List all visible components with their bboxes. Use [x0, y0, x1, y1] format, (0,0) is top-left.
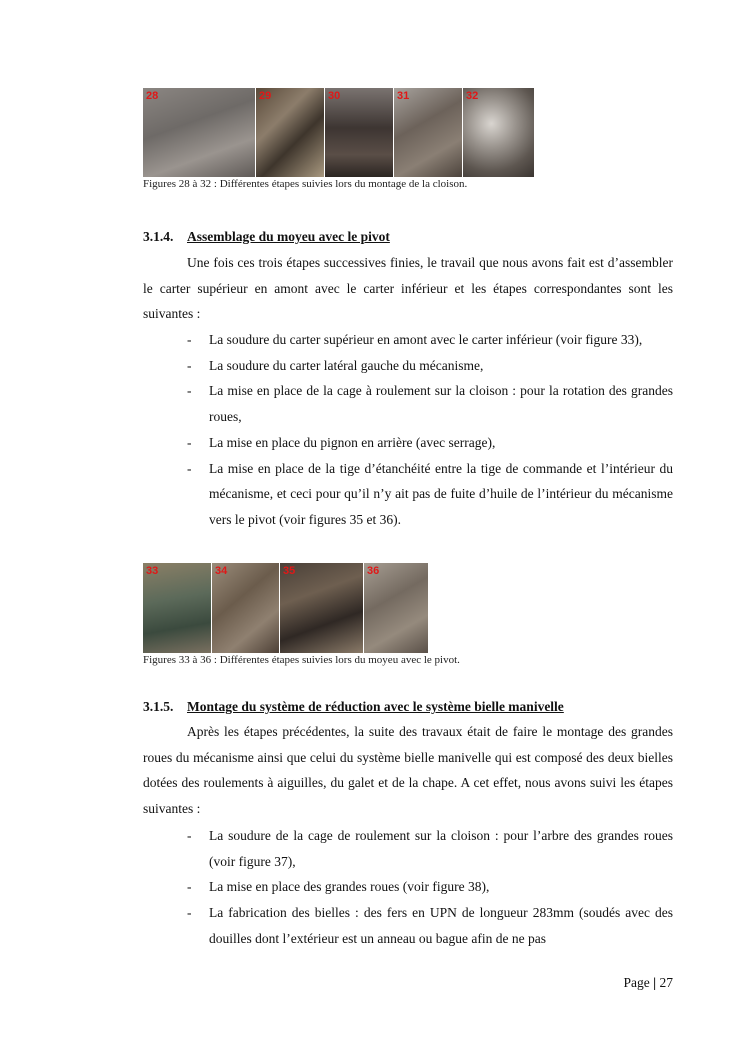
list-item-text: La soudure du carter supérieur en amont avec le carter inférieur (voir figure 33), [209, 332, 643, 347]
figure-number: 36 [367, 565, 380, 577]
section-title: Assemblage du moyeu avec le pivot [187, 229, 390, 244]
photo-figure-29 [256, 88, 325, 177]
photo-strip-figures-28-32 [143, 88, 534, 177]
list-item: - La soudure du carter supérieur en amont avec le carter inférieur (voir figure 33), [187, 332, 643, 347]
photo-figure-30 [325, 88, 394, 177]
figure-caption-33-36: Figures 33 à 36 : Différentes étapes suivies lors du moyeu avec le pivot. [143, 654, 460, 666]
list-item-text: La mise en place du pignon en arrière (avec serrage), [209, 434, 496, 450]
figure-number: 33 [146, 565, 159, 577]
figure-caption-28-32: Figures 28 à 32 : Différentes étapes suivies lors du montage de la cloison. [143, 178, 468, 190]
photo-figure-28 [143, 88, 256, 177]
figure-number: 34 [215, 565, 228, 577]
photo-figure-34 [212, 563, 280, 653]
photo-figure-32 [463, 88, 534, 177]
list-item-text: La mise en place de la cage à roulement sur la cloison : pour la rotation des grandes roues, [209, 383, 673, 425]
list-item: - La soudure de la cage de roulement sur la cloison : pour l’arbre des grandes roues (voir figure 37), [187, 828, 673, 869]
list-item-text: La mise en place de la tige d’étanchéité entre la tige de commande et l’intérieur du mécanisme, et ceci pour qu’il n’y ait pas de fuite d’huile de l’intérieur du mécanisme vers le pivot (voir figures 35 et 36). [209, 460, 673, 527]
list-item: - La soudure du carter latéral gauche du mécanisme, [187, 357, 484, 373]
figure-number: 29 [259, 90, 272, 102]
page-separator: | [653, 975, 657, 990]
figure-number: 30 [328, 90, 341, 102]
paragraph-text: Après les étapes précédentes, la suite des travaux était de faire le montage des grandes roues du mécanisme ainsi que celui du système bielle manivelle qui est composé des deux bielles dotées des roulements à aiguilles, du galet et de la chape. A cet effet, nous avons suivi les étapes suivantes : [143, 724, 673, 817]
page-footer [624, 975, 673, 991]
list-item: - La mise en place de la cage à roulement sur la cloison : pour la rotation des grandes roues, [187, 383, 673, 425]
list-item: - La mise en place du pignon en arrière (avec serrage), [187, 434, 496, 450]
page-number: 27 [659, 975, 673, 990]
photo-figure-35 [280, 563, 364, 653]
paragraph-text: Une fois ces trois étapes successives finies, le travail que nous avons fait est d’assembler le carter supérieur en amont avec le carter inférieur et les étapes correspondantes sont les suivantes : [143, 255, 673, 322]
photo-figure-31 [394, 88, 463, 177]
photo-figure-36 [364, 563, 428, 653]
section-heading-3-1-4 [143, 229, 390, 245]
section-heading-3-1-5 [143, 699, 564, 715]
section-3-1-4-paragraph [143, 250, 673, 327]
section-title: Montage du système de réduction avec le système bielle manivelle [187, 699, 564, 714]
figure-number: 28 [146, 90, 159, 102]
photo-figure-33 [143, 563, 212, 653]
figure-number: 32 [466, 90, 479, 102]
page-label: Page [623, 975, 650, 990]
figure-number: 35 [283, 565, 296, 577]
list-item: - La mise en place de la tige d’étanchéité entre la tige de commande et l’intérieur du mécanisme, et ceci pour qu’il n’y ait pas de fuite d’huile de l’intérieur du mécanisme vers le pivot (voir figures 35 et 36). [187, 460, 673, 527]
list-item: - La mise en place des grandes roues (voir figure 38), [187, 879, 490, 895]
section-number: 3.1.4. [143, 229, 174, 244]
photo-strip-figures-33-36 [143, 563, 428, 653]
section-3-1-5-list [143, 823, 673, 952]
list-item: - La fabrication des bielles : des fers en UPN de longueur 283mm (soudés avec des douilles dont l’extérieur est un anneau ou bague afin de ne pas [187, 905, 673, 946]
section-3-1-4-list [143, 327, 673, 533]
list-item-text: La soudure du carter latéral gauche du mécanisme, [209, 357, 484, 373]
list-item-text: La mise en place des grandes roues (voir figure 38), [209, 879, 490, 895]
section-number: 3.1.5. [143, 699, 174, 714]
section-3-1-5-paragraph [143, 719, 673, 822]
list-item-text: La soudure de la cage de roulement sur la cloison : pour l’arbre des grandes roues (voir figure 37), [209, 828, 673, 869]
list-item-text: La fabrication des bielles : des fers en UPN de longueur 283mm (soudés avec des douilles dont l’extérieur est un anneau ou bague afin de ne pas [209, 905, 673, 946]
figure-number: 31 [397, 90, 410, 102]
